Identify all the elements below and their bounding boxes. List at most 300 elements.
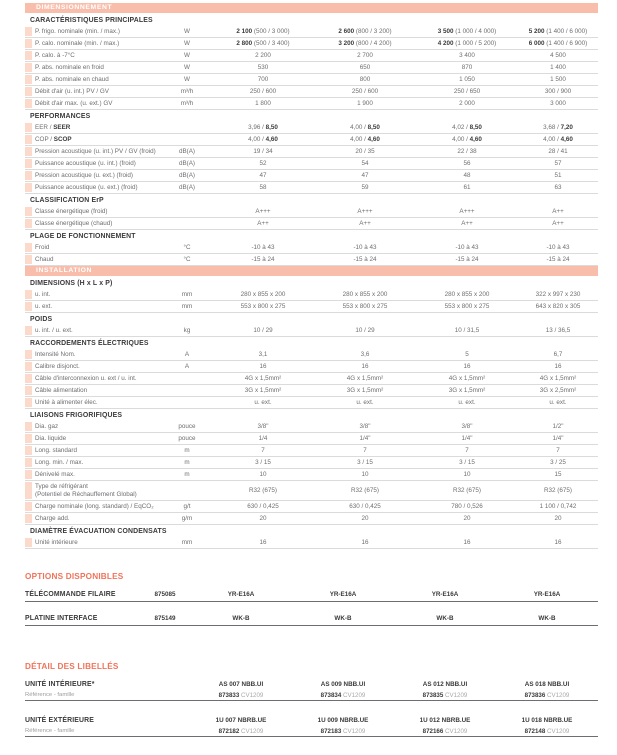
row-marker xyxy=(25,171,32,180)
spec-label: u. int. xyxy=(35,290,51,298)
spec-value: 3/8" xyxy=(359,423,371,430)
spec-value: 6 000 (1 400 / 6 900) xyxy=(528,40,588,47)
row-marker xyxy=(25,470,32,479)
spec-unit: mm xyxy=(181,539,193,546)
spec-row xyxy=(25,397,598,409)
spec-value: 3,68 / 7,20 xyxy=(543,124,573,131)
row-marker xyxy=(25,398,32,407)
spec-value: 16 xyxy=(361,363,369,370)
model-name: AS 012 NBB.UI xyxy=(422,680,468,688)
spec-value: 1/4" xyxy=(461,435,473,442)
section-header: LIAISONS FRIGORIFIQUES xyxy=(30,412,123,419)
spec-value: 3,96 / 8,50 xyxy=(248,124,278,131)
spec-table xyxy=(25,3,598,549)
spec-value: 4,02 / 8,50 xyxy=(452,124,482,131)
model-row xyxy=(25,678,598,690)
spec-value: 56 xyxy=(463,160,471,167)
spec-label: Type de réfrigérant (Potentiel de Réchauffement Global) xyxy=(35,483,137,498)
section-header: PERFORMANCES xyxy=(30,113,91,120)
spec-unit: mm xyxy=(181,291,193,298)
spec-row xyxy=(25,325,598,337)
spec-value: -10 à 43 xyxy=(353,244,377,251)
spec-unit: kg xyxy=(183,327,191,334)
row-marker xyxy=(25,422,32,431)
option-value: YR-E16A xyxy=(227,591,255,598)
spec-value: 15 xyxy=(554,471,562,478)
spec-value: A+++ xyxy=(255,208,271,215)
spec-value: u. ext. xyxy=(254,399,272,406)
spec-value: A+++ xyxy=(357,208,373,215)
row-marker xyxy=(25,302,32,311)
section-header: RACCORDEMENTS ÉLECTRIQUES xyxy=(30,340,149,347)
spec-unit: pouce xyxy=(178,423,196,430)
spec-value: 2 700 xyxy=(357,52,373,59)
spec-unit: dB(A) xyxy=(178,148,196,155)
spec-row xyxy=(25,122,598,134)
spec-value: 20 xyxy=(361,515,369,522)
reference-label: Référence - famille xyxy=(25,728,75,734)
section-bar: INSTALLATION xyxy=(25,266,598,276)
spec-value: -15 à 24 xyxy=(251,256,275,263)
row-marker xyxy=(25,27,32,36)
spec-value: 630 / 0,425 xyxy=(349,503,381,510)
spec-value: 3 / 15 xyxy=(459,459,475,466)
spec-value: 3 / 15 xyxy=(357,459,373,466)
model-name: 1U 018 NBRB.UE xyxy=(521,716,573,724)
spec-row xyxy=(25,158,598,170)
spec-value: 6,7 xyxy=(553,351,563,358)
spec-value: 280 x 855 x 200 xyxy=(342,291,388,298)
spec-unit: g/m xyxy=(181,515,193,522)
spec-value: 3 400 xyxy=(459,52,475,59)
spec-value: 16 xyxy=(259,539,267,546)
spec-value: 643 x 820 x 305 xyxy=(535,303,581,310)
spec-value: 58 xyxy=(259,184,267,191)
spec-value: 7 xyxy=(261,447,265,454)
spec-value: 54 xyxy=(361,160,369,167)
spec-row xyxy=(25,38,598,50)
labels-detail-blocks xyxy=(25,678,598,737)
spec-row xyxy=(25,50,598,62)
spec-value: 4G x 1,5mm² xyxy=(448,375,486,382)
spec-unit: °C xyxy=(183,244,191,251)
spec-value: 3G x 2,5mm² xyxy=(539,387,577,394)
spec-label: P. abs. nominale en froid xyxy=(35,63,104,71)
labels-detail-section xyxy=(25,662,598,750)
spec-value: 553 x 800 x 275 xyxy=(444,303,490,310)
spec-value: 20 xyxy=(259,515,267,522)
spec-value: 3,1 xyxy=(258,351,268,358)
spec-value: -15 à 24 xyxy=(546,256,570,263)
spec-value: 63 xyxy=(554,184,562,191)
spec-unit: m xyxy=(184,447,190,454)
spec-label: Charge add. xyxy=(35,514,70,522)
spec-row xyxy=(25,98,598,110)
spec-value: 3 500 (1 000 / 4 000) xyxy=(437,28,497,35)
spec-value: 4,00 / 4,60 xyxy=(543,136,573,143)
model-row xyxy=(25,714,598,726)
spec-row xyxy=(25,301,598,313)
spec-row xyxy=(25,182,598,194)
spec-row xyxy=(25,361,598,373)
spec-value: 10 xyxy=(463,471,471,478)
spec-value: 16 xyxy=(361,539,369,546)
row-marker xyxy=(25,87,32,96)
spec-value: 4,00 / 8,50 xyxy=(350,124,380,131)
spec-unit: °C xyxy=(183,256,191,263)
spec-label: P. abs. nominale en chaud xyxy=(35,75,109,83)
model-name: AS 007 NBB.UI xyxy=(218,680,264,688)
spec-value: u. ext. xyxy=(458,399,476,406)
spec-label: Dénivelé max. xyxy=(35,470,75,478)
row-marker xyxy=(25,290,32,299)
spec-label: Pression acoustique (u. ext.) (froid) xyxy=(35,171,133,179)
option-value: WK-B xyxy=(334,615,352,622)
spec-value: 700 xyxy=(257,76,269,83)
spec-value: 250 / 600 xyxy=(249,88,277,95)
spec-row xyxy=(25,206,598,218)
spec-label: Charge nominale (long. standard) / EqCO₂ xyxy=(35,502,154,510)
spec-row xyxy=(25,457,598,469)
spec-unit: m³/h xyxy=(180,100,194,107)
row-marker xyxy=(25,51,32,60)
spec-value: 3 / 15 xyxy=(255,459,271,466)
spec-value: 20 xyxy=(554,515,562,522)
spec-value: 322 x 997 x 230 xyxy=(535,291,581,298)
spec-label: Câble alimentation xyxy=(35,386,88,394)
row-marker xyxy=(25,243,32,252)
spec-label: Pression acoustique (u. int.) PV / GV (froid) xyxy=(35,147,156,155)
option-value: YR-E16A xyxy=(329,591,357,598)
option-value: WK-B xyxy=(436,615,454,622)
spec-value: 4G x 1,5mm² xyxy=(346,375,384,382)
spec-value: 3 / 25 xyxy=(550,459,566,466)
spec-label: Classe énergétique (chaud) xyxy=(35,219,113,227)
section-header: POIDS xyxy=(30,316,53,323)
spec-value: 2 100 (500 / 3 000) xyxy=(236,28,290,35)
spec-value: 300 / 900 xyxy=(544,88,572,95)
spec-value: 4G x 1,5mm² xyxy=(244,375,282,382)
spec-value: 1 800 xyxy=(255,100,271,107)
row-marker xyxy=(25,123,32,132)
reference-value: 873836 CV1209 xyxy=(524,691,570,699)
spec-label: Long. min. / max. xyxy=(35,458,84,466)
spec-row xyxy=(25,26,598,38)
spec-row xyxy=(25,433,598,445)
spec-row xyxy=(25,74,598,86)
spec-label: EER / SEER xyxy=(35,123,71,131)
row-marker xyxy=(25,362,32,371)
reference-row xyxy=(25,726,598,737)
spec-value: 2 800 (500 / 3 400) xyxy=(236,40,290,47)
spec-value: -10 à 43 xyxy=(251,244,275,251)
spec-value: 16 xyxy=(463,363,471,370)
spec-value: 22 / 38 xyxy=(457,148,477,155)
spec-label: Câble d'interconnexion u. ext / u. int. xyxy=(35,374,137,382)
spec-label: Calibre disjonct. xyxy=(35,362,80,370)
reference-row xyxy=(25,690,598,701)
spec-value: 1 100 / 0,742 xyxy=(539,503,577,510)
spec-value: 10 / 29 xyxy=(253,327,273,334)
spec-value: 57 xyxy=(554,160,562,167)
spec-unit: dB(A) xyxy=(178,172,196,179)
spec-value: 13 / 36,5 xyxy=(545,327,571,334)
row-marker xyxy=(25,502,32,511)
spec-value: 19 / 34 xyxy=(253,148,273,155)
option-reference: 875085 xyxy=(154,591,176,598)
option-label: TÉLÉCOMMANDE FILAIRE xyxy=(25,591,116,598)
spec-value: 870 xyxy=(461,64,473,71)
unit-title: UNITÉ INTÉRIEURE* xyxy=(25,680,95,688)
spec-row xyxy=(25,146,598,158)
spec-unit: m³/h xyxy=(180,88,194,95)
spec-row xyxy=(25,242,598,254)
option-row xyxy=(25,612,598,626)
row-marker xyxy=(25,482,32,499)
spec-row xyxy=(25,170,598,182)
spec-label: Classe énergétique (froid) xyxy=(35,207,108,215)
spec-row xyxy=(25,469,598,481)
spec-row xyxy=(25,349,598,361)
spec-value: 250 / 600 xyxy=(351,88,379,95)
spec-value: 1/4" xyxy=(359,435,371,442)
spec-value: 10 xyxy=(361,471,369,478)
spec-row xyxy=(25,445,598,457)
spec-unit: g/t xyxy=(183,503,191,510)
labels-detail-heading: DÉTAIL DES LIBELLÉS xyxy=(25,662,119,671)
spec-value: 51 xyxy=(554,172,562,179)
option-row xyxy=(25,588,598,602)
spec-value: 650 xyxy=(359,64,371,71)
option-value: YR-E16A xyxy=(533,591,561,598)
spec-value: 4,00 / 4,60 xyxy=(452,136,482,143)
spec-value: 3 000 xyxy=(550,100,566,107)
row-marker xyxy=(25,458,32,467)
row-marker xyxy=(25,207,32,216)
spec-row xyxy=(25,62,598,74)
spec-value: 3G x 1,5mm² xyxy=(244,387,282,394)
row-marker xyxy=(25,386,32,395)
spec-value: 4,00 / 4,60 xyxy=(248,136,278,143)
row-marker xyxy=(25,75,32,84)
spec-value: 16 xyxy=(259,363,267,370)
row-marker xyxy=(25,446,32,455)
spec-value: 20 xyxy=(463,515,471,522)
spec-value: -15 à 24 xyxy=(455,256,479,263)
spec-unit: mm xyxy=(181,303,193,310)
section-header: CLASSIFICATION ErP xyxy=(30,197,104,204)
spec-value: A++ xyxy=(461,220,473,227)
row-marker xyxy=(25,326,32,335)
row-marker xyxy=(25,219,32,228)
spec-value: 10 / 31,5 xyxy=(454,327,480,334)
reference-value: 872182 CV1209 xyxy=(218,727,264,735)
spec-value: 7 xyxy=(363,447,367,454)
spec-value: R32 (675) xyxy=(452,487,481,494)
spec-unit: W xyxy=(184,52,190,59)
option-label: PLATINE INTERFACE xyxy=(25,615,98,622)
spec-unit: m xyxy=(184,471,190,478)
spec-value: 4 200 (1 000 / 5 200) xyxy=(437,40,497,47)
options-rows xyxy=(25,588,598,626)
spec-value: u. ext. xyxy=(356,399,374,406)
spec-value: 553 x 800 x 275 xyxy=(240,303,286,310)
row-marker xyxy=(25,183,32,192)
spec-value: -10 à 43 xyxy=(455,244,479,251)
spec-unit: dB(A) xyxy=(178,160,196,167)
row-marker xyxy=(25,39,32,48)
spec-value: 47 xyxy=(259,172,267,179)
spec-value: 4 500 xyxy=(550,52,566,59)
spec-value: 52 xyxy=(259,160,267,167)
spec-label: P. calo. à -7°C xyxy=(35,51,75,59)
section-header: CARACTÉRISTIQUES PRINCIPALES xyxy=(30,17,153,24)
row-marker xyxy=(25,99,32,108)
spec-label: Froid xyxy=(35,243,50,251)
spec-value: 7 xyxy=(556,447,560,454)
spec-value: R32 (675) xyxy=(543,487,572,494)
spec-value: 3,6 xyxy=(360,351,370,358)
option-reference: 875149 xyxy=(154,615,176,622)
reference-value: 873833 CV1209 xyxy=(218,691,264,699)
spec-value: 10 xyxy=(259,471,267,478)
spec-value: 3 200 (800 / 4 200) xyxy=(338,40,392,47)
spec-value: 2 200 xyxy=(255,52,271,59)
spec-unit: W xyxy=(184,64,190,71)
spec-label: Dia. gaz xyxy=(35,422,59,430)
spec-value: 553 x 800 x 275 xyxy=(342,303,388,310)
row-marker xyxy=(25,63,32,72)
spec-label: u. ext. xyxy=(35,302,53,310)
spec-value: 3/8" xyxy=(257,423,269,430)
spec-value: 630 / 0,425 xyxy=(247,503,279,510)
spec-value: 61 xyxy=(463,184,471,191)
spec-value: 2 000 xyxy=(459,100,475,107)
option-value: YR-E16A xyxy=(431,591,459,598)
spec-value: 5 200 (1 400 / 6 000) xyxy=(528,28,588,35)
spec-label: Débit d'air max. (u. ext.) GV xyxy=(35,99,113,107)
spec-value: 3G x 1,5mm² xyxy=(346,387,384,394)
spec-value: A++ xyxy=(257,220,269,227)
spec-value: 3G x 1,5mm² xyxy=(448,387,486,394)
reference-value: 872148 CV1209 xyxy=(524,727,570,735)
reference-value: 873834 CV1209 xyxy=(320,691,366,699)
spec-value: 2 600 (800 / 3 200) xyxy=(338,28,392,35)
spec-unit: pouce xyxy=(178,435,196,442)
spec-label: P. frigo. nominale (min. / max.) xyxy=(35,27,120,35)
spec-value: 780 / 0,526 xyxy=(451,503,483,510)
row-marker xyxy=(25,350,32,359)
spec-value: 7 xyxy=(465,447,469,454)
options-section xyxy=(25,572,598,636)
spec-value: 1/4" xyxy=(552,435,564,442)
model-name: 1U 012 NBRB.UE xyxy=(419,716,471,724)
spec-unit: W xyxy=(184,40,190,47)
row-marker xyxy=(25,374,32,383)
spec-label: COP / SCOP xyxy=(35,135,72,143)
spec-value: 530 xyxy=(257,64,269,71)
spec-value: 59 xyxy=(361,184,369,191)
row-marker xyxy=(25,514,32,523)
spec-unit: A xyxy=(184,363,190,370)
spec-value: 4,00 / 4,60 xyxy=(350,136,380,143)
spec-value: 48 xyxy=(463,172,471,179)
spec-value: 1 050 xyxy=(459,76,475,83)
unit-block xyxy=(25,678,598,701)
spec-unit: dB(A) xyxy=(178,184,196,191)
spec-value: 16 xyxy=(554,539,562,546)
spec-value: -15 à 24 xyxy=(353,256,377,263)
model-name: AS 009 NBB.UI xyxy=(320,680,366,688)
spec-row xyxy=(25,537,598,549)
spec-label: Intensité Nom. xyxy=(35,350,76,358)
spec-label: P. calo. nominale (min. / max.) xyxy=(35,39,120,47)
spec-value: 20 / 35 xyxy=(355,148,375,155)
spec-value: 47 xyxy=(361,172,369,179)
unit-block xyxy=(25,714,598,737)
spec-label: Puissance acoustique (u. int.) (froid) xyxy=(35,159,136,167)
spec-value: 1/4 xyxy=(258,435,268,442)
spec-label: Long. standard xyxy=(35,446,78,454)
model-name: 1U 007 NBRB.UE xyxy=(215,716,267,724)
spec-value: 3/8" xyxy=(461,423,473,430)
model-name: 1U 009 NBRB.UE xyxy=(317,716,369,724)
spec-row xyxy=(25,501,598,513)
spec-value: A++ xyxy=(359,220,371,227)
section-header: DIMENSIONS (H x L x P) xyxy=(30,280,113,287)
model-name: AS 018 NBB.UI xyxy=(524,680,570,688)
row-marker xyxy=(25,538,32,547)
spec-label: Unité à alimenter élec. xyxy=(35,398,98,406)
spec-value: 280 x 855 x 200 xyxy=(444,291,490,298)
spec-value: 280 x 855 x 200 xyxy=(240,291,286,298)
section-header: PLAGE DE FONCTIONNEMENT xyxy=(30,233,136,240)
spec-value: u. ext. xyxy=(549,399,567,406)
spec-value: 16 xyxy=(463,539,471,546)
spec-value: 5 xyxy=(465,351,469,358)
spec-unit: W xyxy=(184,76,190,83)
option-value: WK-B xyxy=(538,615,556,622)
option-value: WK-B xyxy=(232,615,250,622)
spec-value: A++ xyxy=(552,220,564,227)
spec-value: 1 400 xyxy=(550,64,566,71)
spec-value: -10 à 43 xyxy=(546,244,570,251)
spec-value: 16 xyxy=(554,363,562,370)
options-heading: OPTIONS DISPONIBLES xyxy=(25,572,124,581)
spec-unit: m xyxy=(184,459,190,466)
spec-value: 1/2" xyxy=(552,423,564,430)
spec-unit: A xyxy=(184,351,190,358)
spec-row xyxy=(25,86,598,98)
reference-value: 873835 CV1209 xyxy=(422,691,468,699)
reference-value: 872183 CV1209 xyxy=(320,727,366,735)
spec-value: R32 (675) xyxy=(248,487,277,494)
spec-label: u. int. / u. ext. xyxy=(35,326,73,334)
spec-value: 800 xyxy=(359,76,371,83)
spec-row xyxy=(25,289,598,301)
spec-value: 10 / 29 xyxy=(355,327,375,334)
spec-row xyxy=(25,218,598,230)
row-marker xyxy=(25,135,32,144)
spec-value: 4G x 1,5mm² xyxy=(539,375,577,382)
spec-value: 28 / 41 xyxy=(548,148,568,155)
spec-value: 250 / 650 xyxy=(453,88,481,95)
spec-value: A+++ xyxy=(459,208,475,215)
spec-value: A++ xyxy=(552,208,564,215)
section-bar: DIMENSIONNEMENT xyxy=(25,3,598,13)
spec-row xyxy=(25,421,598,433)
spec-label: Puissance acoustique (u. ext.) (froid) xyxy=(35,183,138,191)
